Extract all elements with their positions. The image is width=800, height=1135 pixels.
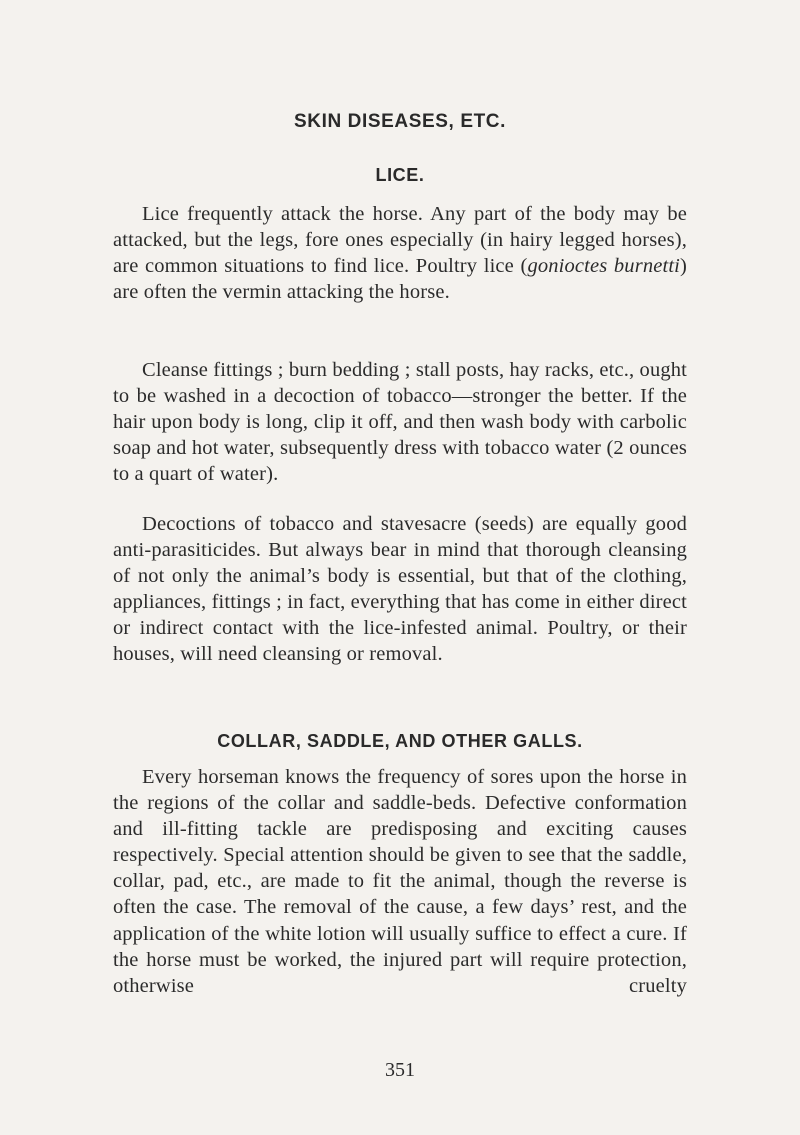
- paragraph-lice-decoctions: Decoctions of tobacco and stavesacre (seeds) are equally good anti-parasiticides. But always bear in mind that thorough cleansing of not only the animal’s body is essential, but that of the clothing, appliances, fittings ; in fact, everything that has come in either direct or indirect contact with the lice-infested animal. Poultry, or their houses, will need cleansing or removal.: [113, 513, 687, 666]
- section-heading-lice: LICE.: [375, 165, 425, 185]
- paragraph-text: ) are often the vermin attacking the horse.: [113, 255, 687, 304]
- page-number: 351: [385, 1059, 415, 1081]
- paragraph-lice-intro: [113, 201, 687, 305]
- paragraph-lice-cleansing: Cleanse fittings ; burn bedding ; stall posts, hay racks, etc., ought to be washed in a decoction of tobacco—stronger the better. If the hair upon body is long, clip it off, and then wash body with carbolic soap and hot water, subsequently dress with tobacco water (2 ounces to a quart of water).: [113, 359, 687, 486]
- section-heading-galls: COLLAR, SADDLE, AND OTHER GALLS.: [217, 731, 583, 751]
- running-head: SKIN DISEASES, ETC.: [294, 111, 506, 132]
- species-name-italic: gonioctes burnetti: [527, 255, 681, 278]
- paragraph-text: Lice frequently attack the horse. Any part of the body may be attacked, but the legs, fore ones especially (in hairy legged horses), are common situations to find lice. Poultry lice (: [113, 203, 687, 278]
- paragraph-galls-intro: Every horseman knows the frequency of sores upon the horse in the regions of the collar and saddle-beds. Defective conformation and ill-fitting tackle are predisposing and exciting causes respectively. Special attention should be given to see that the saddle, collar, pad, etc., are made to fit the animal, though the reverse is often the case. The removal of the cause, a few days’ rest, and the application of the white lotion will usually suffice to effect a cure. If the horse must be worked, the injured part will require protection, otherwise cruelty: [113, 766, 687, 997]
